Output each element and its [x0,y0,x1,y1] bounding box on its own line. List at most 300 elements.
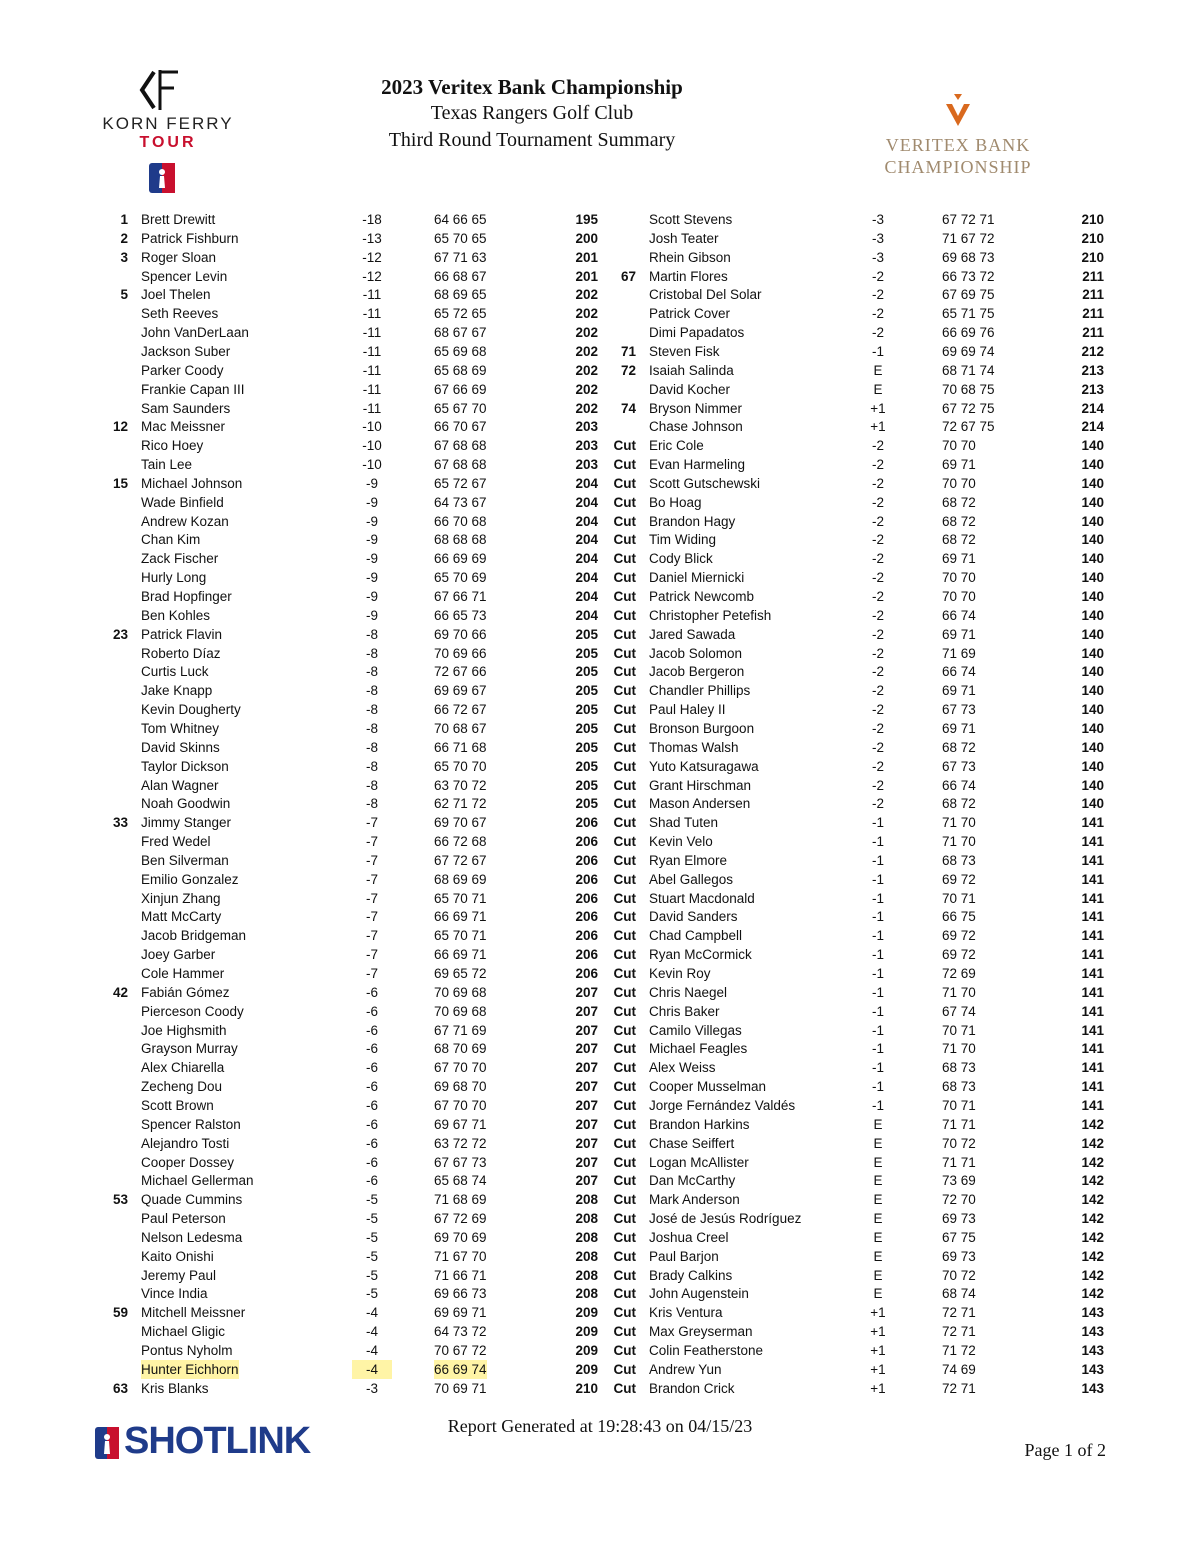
round-scores-cell: 70 70 [942,589,976,604]
round-scores-cell: 66 72 68 [434,834,487,850]
player-name-cell: Mac Meissner [141,419,226,435]
round-scores-cell: 69 70 69 [434,1229,487,1245]
to-par-cell: -8 [365,702,378,718]
round-scores-cell: 72 67 75 [942,419,995,435]
player-name-cell: Brandon Hagy [649,513,736,529]
total-score-cell: 140 [1081,626,1104,642]
round-scores-cell: 68 72 [942,796,976,812]
total-score-cell: 204 [575,494,598,510]
position-cell: Cut [613,1380,636,1396]
position-cell: Cut [613,589,636,604]
player-name-cell: Colin Featherstone [649,1343,764,1358]
to-par-cell: -5 [365,1286,378,1302]
player-name-cell: Joe Highsmith [141,1022,227,1038]
total-score-cell: 140 [1081,664,1104,680]
total-score-cell: 211 [1082,306,1104,322]
total-score-cell: 207 [575,1116,598,1132]
player-name-cell: Jacob Solomon [649,645,743,661]
round-scores-cell: 67 70 70 [434,1097,487,1113]
to-par-cell: +1 [870,1324,886,1340]
position-cell: Cut [613,513,636,529]
player-name-cell: Sam Saunders [141,400,231,416]
player-name-cell: Jared Sawada [649,626,736,642]
round-scores-cell: 70 67 72 [434,1343,487,1358]
player-name-cell: José de Jesús Rodríguez [649,1211,802,1227]
total-score-cell: 204 [575,607,598,623]
leaderboard-row [88,1190,608,1209]
total-score-cell: 205 [575,645,598,661]
total-score-cell: 141 [1081,984,1104,1000]
player-name-cell: Wade Binfield [141,494,224,510]
player-name-cell: Alex Weiss [649,1060,716,1076]
player-name-cell: Max Greyserman [649,1324,753,1340]
player-name-cell: Cooper Dossey [141,1154,235,1170]
player-name-cell: Tom Whitney [141,720,220,736]
leaderboard-row [88,1379,608,1398]
round-scores-cell: 71 70 [942,1041,976,1057]
total-score-cell: 209 [575,1361,598,1377]
player-name-cell: Isaiah Salinda [649,362,734,378]
shotlink-logo [94,1420,344,1468]
player-name-cell: Jackson Suber [141,343,231,359]
round-scores-cell: 66 72 67 [434,702,487,718]
player-name-cell: Quade Cummins [141,1192,243,1208]
round-scores-cell: 69 72 [942,947,976,963]
player-name-cell: Kevin Dougherty [141,702,241,718]
position-cell: Cut [613,796,636,812]
to-par-cell: E [873,1154,883,1170]
player-name-cell: Hurly Long [141,570,207,586]
position-cell: 72 [620,362,636,378]
position-cell: Cut [613,1211,636,1227]
total-score-cell: 207 [575,1173,598,1189]
player-name-cell: Chad Campbell [649,928,743,944]
korn-ferry-text: KORN FERRY [102,114,234,133]
to-par-cell: +1 [870,1305,886,1321]
to-par-cell: -6 [365,1116,378,1132]
round-scores-cell: 65 70 71 [434,928,487,944]
to-par-cell: -5 [365,1229,378,1245]
total-score-cell: 210 [575,1380,598,1396]
leaderboard-row [88,285,608,304]
round-scores-cell: 71 67 72 [942,230,995,246]
position-cell: Cut [613,645,636,661]
veritex-chevron-icon [868,90,1048,130]
round-scores-cell: 71 71 [942,1154,976,1170]
leaderboard-row [596,1303,1108,1322]
leaderboard-row [596,1247,1108,1266]
leaderboard-row [88,700,608,719]
player-name-cell: Chase Johnson [649,419,743,435]
total-score-cell: 140 [1081,513,1104,529]
to-par-cell: E [873,1229,883,1245]
to-par-cell: -1 [871,834,884,850]
total-score-cell: 141 [1081,966,1104,981]
leaderboard-row [88,229,608,248]
leaderboard-row [596,361,1108,380]
to-par-cell: -12 [362,268,382,284]
round-scores-cell: 67 70 70 [434,1060,487,1076]
to-par-cell: -1 [871,815,884,831]
round-scores-cell: 68 73 [942,852,976,868]
player-name-cell: Dimi Papadatos [649,325,745,341]
round-scores-cell: 72 71 [942,1305,976,1321]
to-par-cell: -6 [365,1173,378,1189]
round-scores-cell: 69 73 [942,1248,976,1264]
round-scores-cell: 69 66 73 [434,1286,487,1302]
player-name-cell: Michael Gligic [141,1324,226,1340]
leaderboard-row [596,399,1108,418]
position-cell: 1 [120,212,128,227]
player-name-cell: Michael Gellerman [141,1173,254,1189]
round-scores-cell: 70 69 71 [434,1380,487,1396]
to-par-cell: -6 [365,1097,378,1113]
player-name-cell: Logan McAllister [649,1154,749,1170]
player-name-cell: Shad Tuten [649,815,719,831]
leaderboard-row [596,549,1108,568]
report-subtitle: Third Round Tournament Summary [388,129,676,151]
total-score-cell: 140 [1081,702,1104,718]
round-scores-cell: 65 68 74 [434,1173,487,1189]
player-name-cell: Patrick Newcomb [649,589,755,604]
total-score-cell: 206 [575,815,598,831]
position-cell: Cut [613,815,636,831]
leaderboard-row [88,1058,608,1077]
to-par-cell: -4 [365,1324,378,1340]
player-name-cell: Thomas Walsh [649,739,739,755]
to-par-cell: -7 [365,928,378,944]
to-par-cell: -9 [365,551,378,567]
player-name-cell: Stuart Macdonald [649,890,755,906]
round-scores-cell: 67 73 [942,702,976,718]
position-cell: 67 [620,268,636,284]
round-scores-cell: 65 68 69 [434,362,487,378]
position-cell: Cut [613,871,636,887]
position-cell: Cut [613,532,636,548]
player-name-cell: Kris Ventura [649,1305,723,1321]
total-score-cell: 141 [1081,815,1104,831]
total-score-cell: 201 [575,268,598,284]
pga-tour-shield-icon [94,1426,120,1460]
player-name-cell: Pierceson Coody [141,1003,244,1019]
leaderboard-row [596,681,1108,700]
player-name-cell: Joel Thelen [141,287,211,303]
round-scores-cell: 68 69 65 [434,287,487,303]
player-name-cell: Scott Gutschewski [649,475,761,491]
round-scores-cell: 71 67 70 [434,1248,487,1264]
player-name-cell: Zack Fischer [141,551,219,567]
position-cell: Cut [613,1324,636,1340]
leaderboard-row [88,568,608,587]
round-scores-cell: 71 69 [942,645,976,661]
player-name-cell: Bo Hoag [649,494,702,510]
round-scores-cell: 69 69 71 [434,1305,487,1321]
to-par-cell: -1 [871,966,884,981]
shotlink-text: SHOTLINK [124,1420,311,1462]
round-scores-cell: 70 68 67 [434,720,487,736]
leaderboard-row [596,285,1108,304]
leaderboard-row [596,323,1108,342]
total-score-cell: 202 [575,381,598,397]
player-name-cell: Brad Hopfinger [141,589,232,604]
position-cell: Cut [613,1116,636,1132]
round-scores-cell: 66 65 73 [434,607,487,623]
player-name-cell: Chris Naegel [649,984,728,1000]
leaderboard-row [596,719,1108,738]
to-par-cell: -11 [362,362,382,378]
player-name-cell: Fabián Gómez [141,984,230,1000]
to-par-cell: -2 [871,532,884,548]
round-scores-cell: 62 71 72 [434,796,487,812]
leaderboard-row [88,832,608,851]
round-scores-cell: 66 69 74 [434,1361,487,1377]
round-scores-cell: 69 72 [942,871,976,887]
leaderboard-row [88,512,608,531]
leaderboard-row [88,1039,608,1058]
position-cell: 71 [620,343,636,359]
total-score-cell: 142 [1081,1173,1104,1189]
position-cell: Cut [613,1097,636,1113]
to-par-cell: -6 [365,1154,378,1170]
round-scores-cell: 69 70 66 [434,626,487,642]
to-par-cell: -8 [365,720,378,736]
leaderboard-row [88,210,608,229]
player-name-cell: Xinjun Zhang [141,890,221,906]
round-scores-cell: 66 73 72 [942,268,995,284]
player-name-cell: Grant Hirschman [649,777,752,793]
leaderboard-row [88,455,608,474]
total-score-cell: 205 [575,664,598,680]
round-scores-cell: 64 73 72 [434,1324,487,1340]
round-scores-cell: 67 68 68 [434,457,487,473]
player-name-cell: David Skinns [141,739,220,755]
leaderboard-row [88,1341,608,1360]
tour-text: TOUR [139,134,197,151]
leaderboard-row [596,267,1108,286]
leaderboard-row [88,1322,608,1341]
to-par-cell: -1 [871,1060,884,1076]
leaderboard-row [596,1171,1108,1190]
leaderboard-row [596,964,1108,983]
round-scores-cell: 67 68 68 [434,438,487,454]
total-score-cell: 206 [575,909,598,925]
leaderboard-row [88,1096,608,1115]
to-par-cell: -7 [365,815,378,831]
leaderboard-row [596,229,1108,248]
round-scores-cell: 68 68 68 [434,532,487,548]
total-score-cell: 203 [575,419,598,435]
to-par-cell: E [873,362,883,378]
player-name-cell: Spencer Ralston [141,1116,241,1132]
leaderboard-row [88,644,608,663]
round-scores-cell: 66 69 71 [434,947,487,963]
position-cell: Cut [613,1079,636,1095]
player-name-cell: Roger Sloan [141,249,217,265]
to-par-cell: E [873,1286,883,1302]
total-score-cell: 207 [575,1135,598,1151]
round-scores-cell: 66 69 76 [942,325,995,341]
total-score-cell: 205 [575,758,598,774]
leaderboard-row [88,757,608,776]
total-score-cell: 140 [1081,739,1104,755]
position-cell: 5 [120,287,128,303]
total-score-cell: 213 [1081,381,1104,397]
to-par-cell: -2 [871,325,884,341]
to-par-cell: -2 [871,739,884,755]
to-par-cell: -7 [365,871,378,887]
to-par-cell: -1 [871,984,884,1000]
to-par-cell: -8 [365,796,378,812]
round-scores-cell: 70 69 66 [434,645,487,661]
leaderboard-row [88,417,608,436]
leaderboard-row [596,568,1108,587]
to-par-cell: -10 [362,438,382,454]
round-scores-cell: 68 72 [942,739,976,755]
round-scores-cell: 70 71 [942,1097,976,1113]
player-name-cell: Jorge Fernández Valdés [649,1097,796,1113]
leaderboard-row [596,530,1108,549]
leaderboard-row [596,1190,1108,1209]
round-scores-cell: 71 70 [942,834,976,850]
player-name-cell: David Sanders [649,909,738,925]
player-name-cell: John VanDerLaan [141,325,249,341]
player-name-cell: Patrick Fishburn [141,230,239,246]
to-par-cell: -2 [871,475,884,491]
total-score-cell: 210 [1081,230,1104,246]
round-scores-cell: 70 72 [942,1135,976,1151]
position-cell: Cut [613,909,636,925]
position-cell: 33 [112,815,128,831]
leaderboard-row [596,512,1108,531]
total-score-cell: 141 [1081,1060,1104,1076]
to-par-cell: +1 [870,1361,886,1377]
round-scores-cell: 66 68 67 [434,268,487,284]
total-score-cell: 141 [1081,834,1104,850]
round-scores-cell: 72 71 [942,1324,976,1340]
leaderboard-row [596,1228,1108,1247]
to-par-cell: -1 [871,909,884,925]
leaderboard-row [88,380,608,399]
total-score-cell: 209 [575,1343,598,1358]
player-name-cell: Mitchell Meissner [141,1305,246,1321]
korn-ferry-mark-icon [88,68,248,114]
korn-ferry-tour-logo [88,68,248,196]
position-cell: Cut [613,570,636,586]
to-par-cell: -7 [365,834,378,850]
total-score-cell: 195 [575,212,598,227]
leaderboard-row [88,1284,608,1303]
total-score-cell: 141 [1081,1097,1104,1113]
to-par-cell: -10 [362,457,382,473]
to-par-cell: -11 [362,343,382,359]
leaderboard-row [596,1115,1108,1134]
player-name-cell: Yuto Katsuragawa [649,758,759,774]
round-scores-cell: 65 70 65 [434,230,487,246]
round-scores-cell: 72 70 [942,1192,976,1208]
total-score-cell: 140 [1081,683,1104,699]
position-cell: Cut [613,1173,636,1189]
leaderboard-row [88,267,608,286]
position-cell: Cut [613,834,636,850]
to-par-cell: -1 [871,1097,884,1113]
to-par-cell: -2 [871,268,884,284]
total-score-cell: 208 [575,1286,598,1302]
round-scores-cell: 69 65 72 [434,966,487,981]
leaderboard-row [596,945,1108,964]
total-score-cell: 206 [575,834,598,850]
total-score-cell: 141 [1081,871,1104,887]
total-score-cell: 206 [575,890,598,906]
round-scores-cell: 69 68 73 [942,249,995,265]
round-scores-cell: 67 75 [942,1229,976,1245]
leaderboard-row [88,945,608,964]
leaderboard-row [88,1171,608,1190]
to-par-cell: -5 [365,1192,378,1208]
total-score-cell: 141 [1081,1041,1104,1057]
to-par-cell: -3 [871,230,884,246]
total-score-cell: 143 [1081,1361,1104,1377]
round-scores-cell: 64 66 65 [434,212,487,227]
to-par-cell: -1 [871,1041,884,1057]
pga-tour-shield-icon [148,162,178,196]
round-scores-cell: 67 67 73 [434,1154,487,1170]
player-name-cell: Frankie Capan III [141,381,245,397]
leaderboard-row [88,813,608,832]
player-name-cell: Paul Barjon [649,1248,719,1264]
total-score-cell: 140 [1081,570,1104,586]
total-score-cell: 214 [1081,400,1104,416]
to-par-cell: -9 [365,607,378,623]
to-par-cell: -8 [365,777,378,793]
leaderboard-row [88,1077,608,1096]
total-score-cell: 140 [1081,645,1104,661]
position-cell: Cut [613,475,636,491]
position-cell: Cut [613,1361,636,1377]
total-score-cell: 212 [1081,343,1104,359]
round-scores-cell: 70 69 68 [434,984,487,1000]
to-par-cell: -2 [871,777,884,793]
leaderboard-row [88,323,608,342]
total-score-cell: 140 [1081,796,1104,812]
total-score-cell: 201 [575,249,598,265]
player-name-cell: Christopher Petefish [649,607,772,623]
round-scores-cell: 65 70 69 [434,570,487,586]
total-score-cell: 140 [1081,457,1104,473]
to-par-cell: -8 [365,739,378,755]
total-score-cell: 140 [1081,494,1104,510]
leaderboard-row [88,1303,608,1322]
total-score-cell: 141 [1081,852,1104,868]
player-name-cell: Martin Flores [649,268,728,284]
leaderboard-row [596,1077,1108,1096]
player-name-cell: David Kocher [649,381,731,397]
player-name-cell: Chase Seiffert [649,1135,735,1151]
round-scores-cell: 71 68 69 [434,1192,487,1208]
page-number: Page 1 of 2 [1024,1440,1106,1460]
player-name-cell: Andrew Yun [649,1361,722,1377]
to-par-cell: -3 [365,1380,378,1396]
player-name-cell: Taylor Dickson [141,758,229,774]
round-scores-cell: 66 69 71 [434,909,487,925]
player-name-cell: Seth Reeves [141,306,219,322]
leaderboard-row [596,832,1108,851]
leaderboard-row [88,1115,608,1134]
total-score-cell: 204 [575,532,598,548]
leaderboard-row [88,248,608,267]
leaderboard-row [596,1322,1108,1341]
player-name-cell: Jacob Bergeron [649,664,745,680]
to-par-cell: -1 [871,947,884,963]
